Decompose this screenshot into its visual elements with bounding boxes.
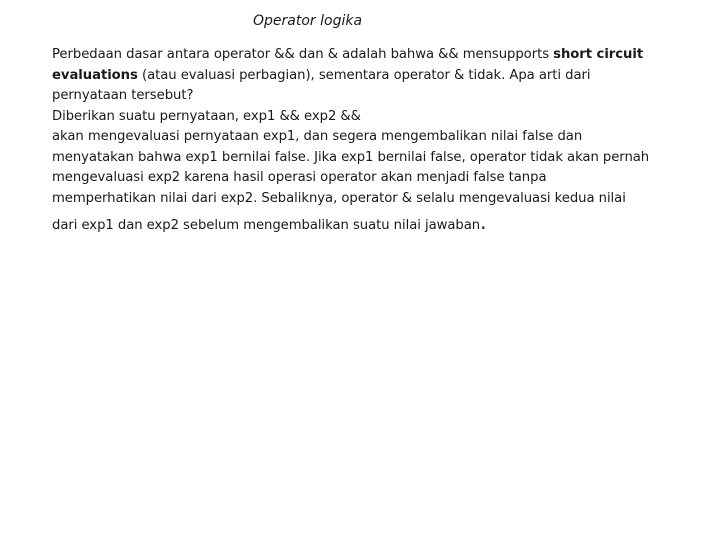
body-line-5: akan mengevaluasi pernyataan exp1, dan segera mengembalikan nilai false dan (52, 129, 583, 144)
body-line-1-text: Perbedaan dasar antara operator && dan & adalah bahwa && mensupports (52, 47, 554, 62)
body-line-6: menyatakan bahwa exp1 bernilai false. Jika exp1 bernilai false, operator tidak akan pernah (52, 149, 650, 165)
body-line-4: Diberikan suatu pernyataan, exp1 && exp2 && (52, 108, 361, 124)
bold-term-evaluations: evaluations (52, 67, 138, 83)
body-line-9 (52, 210, 720, 237)
body-line-7: mengevaluasi exp2 karena hasil operasi operator akan menjadi false tanpa (52, 170, 547, 185)
body-line-9-text: dari exp1 dan exp2 sebelum mengembalikan suatu nilai jawaban (52, 218, 481, 233)
body-line-8: memperhatikan nilai dari exp2. Sebaliknya, operator & selalu mengevaluasi kedua nilai (52, 190, 626, 206)
slide-body (52, 45, 720, 237)
slide-title: Operator logika (253, 13, 363, 29)
body-line-2-text: (atau evaluasi perbagian), sementara operator & tidak. Apa arti dari (137, 67, 591, 83)
body-line-2 (52, 66, 720, 87)
body-line-1 (52, 45, 720, 66)
end-period: . (480, 210, 487, 234)
body-line-3: pernyataan tersebut? (52, 88, 194, 103)
bold-term-short-circuit: short circuit (553, 47, 644, 62)
